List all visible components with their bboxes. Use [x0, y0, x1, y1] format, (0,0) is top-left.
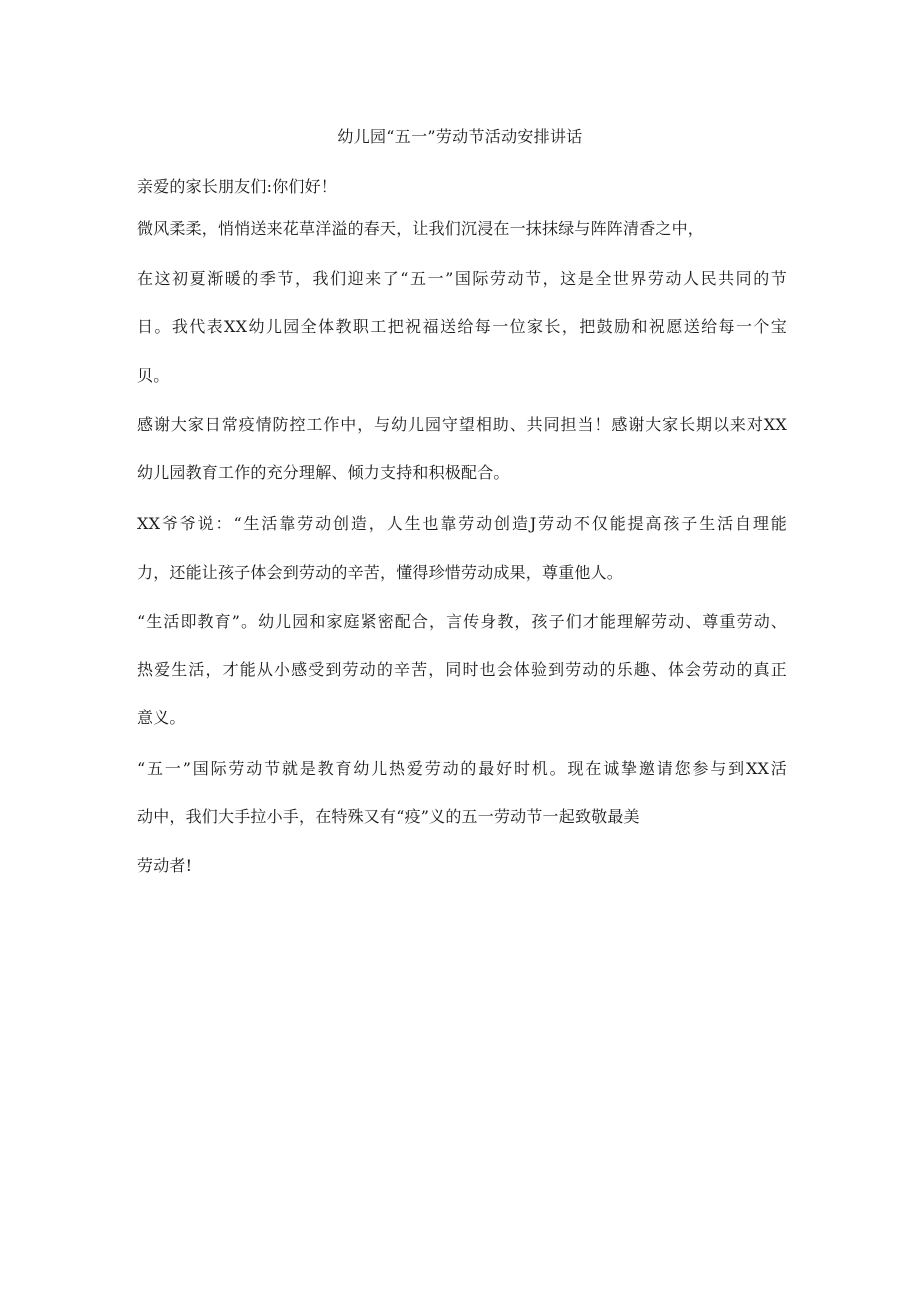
paragraph-line: “生活即教育”。幼儿园和家庭紧密配合，言传身教，孩子们才能理解劳动、尊重劳动、 [137, 612, 787, 631]
paragraph-line: 力，还能让孩子体会到劳动的辛苦，懂得珍惜劳动成果，尊重他人。 [137, 563, 624, 582]
paragraph-line: 在这初夏渐暖的季节，我们迎来了“五一”国际劳动节，这是全世界劳动人民共同的节 [137, 269, 787, 288]
paragraph-line: 贝。 [137, 366, 170, 385]
paragraph-line: 动中，我们大手拉小手，在特殊又有“疫”义的五一劳动节一起致敬最美 [137, 807, 640, 826]
paragraph-line: XX爷爷说：“生活靠劳动创造，人生也靠劳动创造J劳动不仅能提高孩子生活自理能 [137, 514, 787, 533]
paragraph-line: 热爱生活，才能从小感受到劳动的辛苦，同时也会体验到劳动的乐趣、体会劳动的真正 [137, 660, 787, 679]
document-title: 幼儿园“五一”劳动节活动安排讲话 [337, 127, 583, 146]
paragraph-line: 幼儿园教育工作的充分理解、倾力支持和积极配合。 [137, 463, 510, 482]
greeting-line: 亲爱的家长朋友们:你们好！ [137, 177, 337, 196]
paragraph-line: 劳动者! [137, 856, 193, 875]
paragraph-line: 日。我代表XX幼儿园全体教职工把祝福送给每一位家长，把鼓励和祝愿送给每一个宝 [137, 317, 787, 336]
paragraph-line: 感谢大家日常疫情防控工作中，与幼儿园守望相助、共同担当！感谢大家长期以来对XX [137, 415, 787, 434]
paragraph-line: “五一”国际劳动节就是教育幼儿热爱劳动的最好时机。现在诚挚邀请您参与到XX活 [137, 759, 787, 778]
paragraph-line: 微风柔柔，悄悄送来花草洋溢的春天，让我们沉浸在一抹抹绿与阵阵清香之中， [137, 219, 705, 238]
paragraph-line: 意义。 [137, 708, 186, 727]
